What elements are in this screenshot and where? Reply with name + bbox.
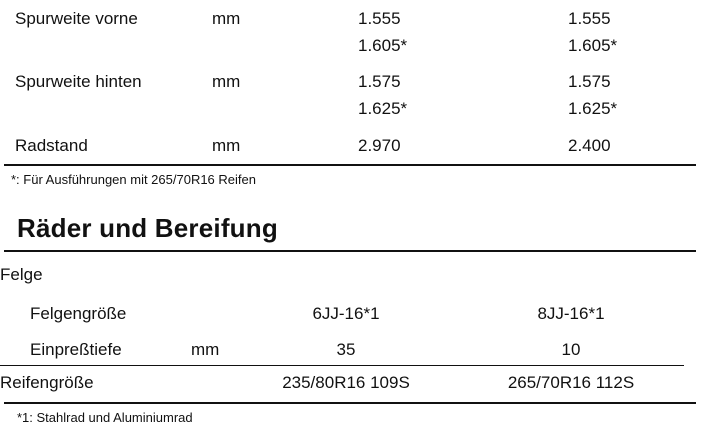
spurweite-vorne-col1-value: 1.555 <box>358 9 401 28</box>
einpresstiefe-col2-value: 10 <box>561 340 581 359</box>
group-label-felge: Felge <box>0 265 43 284</box>
top-table-footnote: *: Für Ausführungen mit 265/70R16 Reifen <box>11 172 256 187</box>
spurweite-hinten-unit: mm <box>212 72 241 91</box>
felgengroesse-label: Felgengröße <box>30 304 127 323</box>
section-footnote: *1: Stahlrad und Aluminiumrad <box>17 410 193 425</box>
spurweite-hinten-label: Spurweite hinten <box>15 72 142 91</box>
spurweite-vorne-unit: mm <box>212 9 241 28</box>
section-table-bottom-rule <box>4 402 696 404</box>
einpresstiefe-col1-value: 35 <box>336 340 356 359</box>
spurweite-hinten-col1-value: 1.575 <box>358 72 401 91</box>
section-title: Räder und Bereifung <box>17 213 278 243</box>
section-title-rule <box>4 250 696 252</box>
spurweite-vorne-col1-value-alt: 1.605* <box>358 36 408 55</box>
reifengroesse-col2-value: 265/70R16 112S <box>507 373 635 392</box>
spurweite-hinten-col2-value-alt: 1.625* <box>568 99 618 118</box>
einpresstiefe-label: Einpreßtiefe <box>30 340 122 359</box>
felgengroesse-col1-value: 6JJ-16*1 <box>312 304 380 323</box>
felge-group-rule <box>0 365 684 366</box>
reifengroesse-col1-value: 235/80R16 109S <box>282 373 410 392</box>
top-table-bottom-rule <box>4 164 696 166</box>
spurweite-hinten-col2-value: 1.575 <box>568 72 611 91</box>
felgengroesse-col2-value: 8JJ-16*1 <box>537 304 605 323</box>
einpresstiefe-unit: mm <box>191 340 220 359</box>
reifengroesse-label: Reifengröße <box>0 373 94 392</box>
spurweite-vorne-col2-value: 1.555 <box>568 9 611 28</box>
spurweite-vorne-label: Spurweite vorne <box>15 9 138 28</box>
spurweite-vorne-col2-value-alt: 1.605* <box>568 36 618 55</box>
radstand-col1-value: 2.970 <box>358 136 401 155</box>
radstand-label: Radstand <box>15 136 88 155</box>
spurweite-hinten-col1-value-alt: 1.625* <box>358 99 408 118</box>
radstand-unit: mm <box>212 136 241 155</box>
radstand-col2-value: 2.400 <box>568 136 611 155</box>
